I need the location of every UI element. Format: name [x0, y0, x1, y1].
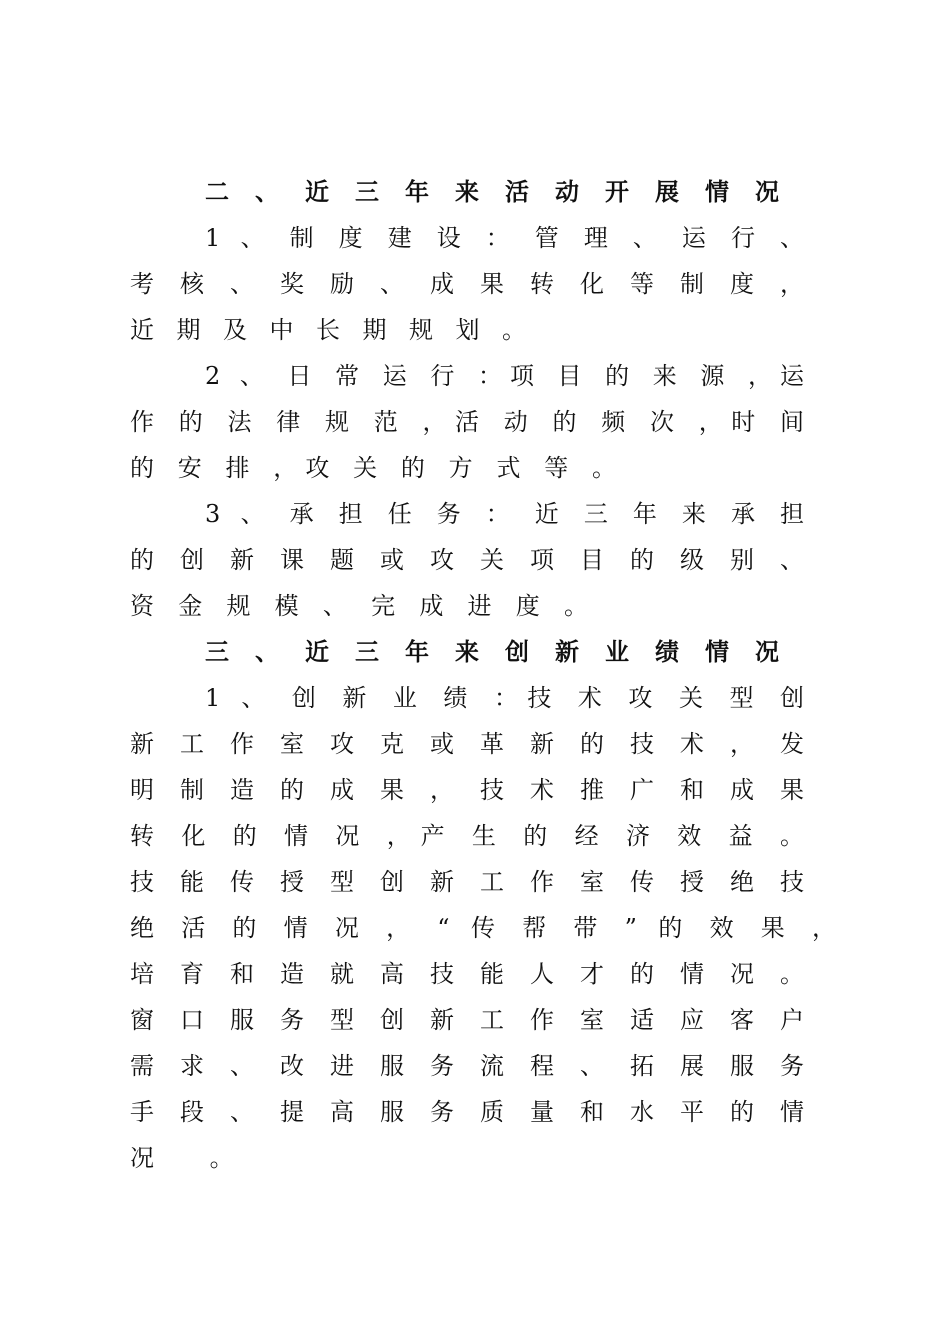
section2-item1-line1: 1 、 制 度 建 设 ： 管 理 、 运 行 、: [205, 224, 808, 252]
section3-item1-line5: 技 能 传 授 型 创 新 工 作 室 传 授 绝 技: [130, 868, 808, 896]
section3-item1-line7: 培 育 和 造 就 高 技 能 人 才 的 情 况 。: [130, 960, 808, 988]
section3-item1-line3: 明 制 造 的 成 果 ， 技 术 推 广 和 成 果: [130, 776, 808, 804]
section2-item1-line3: 近 期 及 中 长 期 规 划 。: [130, 316, 530, 344]
section3-item1-line11: 况 。: [130, 1144, 258, 1172]
section2-item1-line2: 考 核 、 奖 励 、 成 果 转 化 等 制 度 ，: [130, 270, 808, 298]
section3-item1-line9: 需 求 、 改 进 服 务 流 程 、 拓 展 服 务: [130, 1052, 808, 1080]
section3-item1-line6: 绝 活 的 情 况 ， “ 传 帮 带 ” 的 效 果 ，: [130, 914, 840, 942]
section3-item1-line4: 转 化 的 情 况 ，产 生 的 经 济 效 益 。: [130, 822, 808, 850]
section2-item2-line2: 作 的 法 律 规 范 ，活 动 的 频 次 ，时 间: [130, 408, 808, 436]
section2-item2-line1: 2 、 日 常 运 行 ：项 目 的 来 源 ，运: [205, 362, 808, 390]
section3-item1-line8: 窗 口 服 务 型 创 新 工 作 室 适 应 客 户: [130, 1006, 808, 1034]
section3-item1-line2: 新 工 作 室 攻 克 或 革 新 的 技 术 ， 发: [130, 730, 808, 758]
section3-item1-line1: 1 、 创 新 业 绩 ：技 术 攻 关 型 创: [205, 684, 808, 712]
section3-item1-line10: 手 段 、 提 高 服 务 质 量 和 水 平 的 情: [130, 1098, 808, 1126]
section2-heading: 二 、 近 三 年 来 活 动 开 展 情 况: [205, 177, 783, 206]
section2-item3-line3: 资 金 规 模 、 完 成 进 度 。: [130, 592, 592, 620]
section3-heading: 三 、 近 三 年 来 创 新 业 绩 情 况: [205, 637, 783, 666]
section2-item3-line1: 3 、 承 担 任 务 ： 近 三 年 来 承 担: [205, 500, 808, 528]
section2-item2-line3: 的 安 排 ，攻 关 的 方 式 等 。: [130, 454, 620, 482]
section2-item3-line2: 的 创 新 课 题 或 攻 关 项 目 的 级 别 、: [130, 546, 808, 574]
